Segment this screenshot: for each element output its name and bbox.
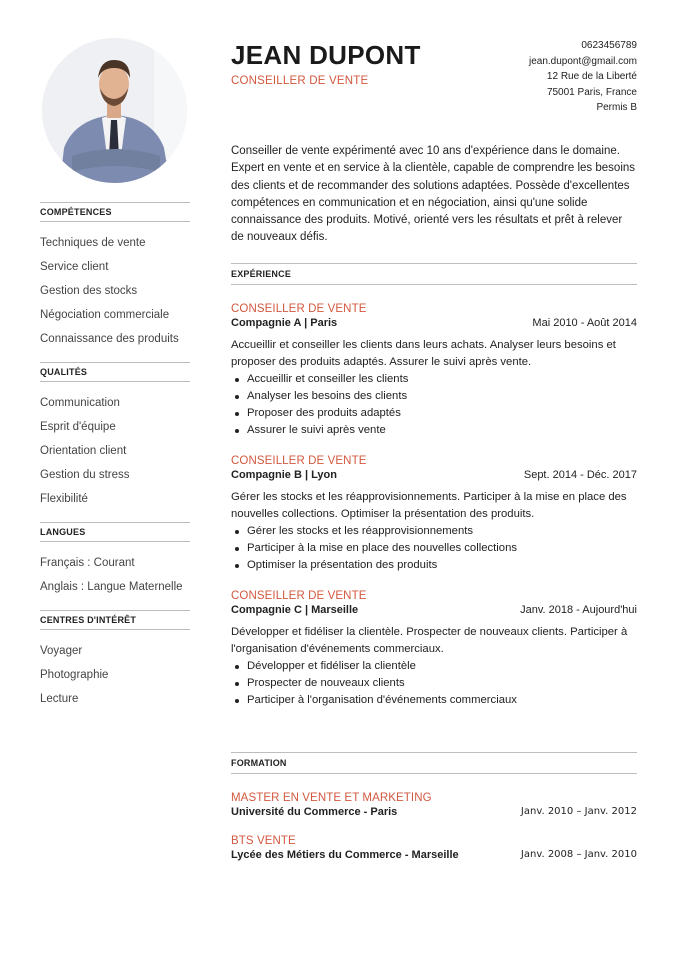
entry-company: Compagnie B | Lyon xyxy=(231,469,337,481)
interests-title: CENTRES D'INTÉRÊT xyxy=(40,610,190,630)
contact-email: jean.dupont@gmail.com xyxy=(529,55,637,67)
experience-entry xyxy=(231,590,637,709)
contact-phone: 0623456789 xyxy=(581,40,637,51)
education-section xyxy=(231,752,637,861)
entry-bullet: Accueillir et conseiller les clients xyxy=(231,371,637,388)
entry-role: CONSEILLER DE VENTE xyxy=(231,303,367,315)
interest-item: Lecture xyxy=(40,693,79,705)
quality-item: Orientation client xyxy=(40,445,127,457)
job-title: CONSEILLER DE VENTE xyxy=(231,75,369,87)
entry-description: Accueillir et conseiller les clients dans leurs achats. Analyser leurs besoins et proposer des produits adaptés. Assurer le suivi après vente. xyxy=(231,339,616,368)
entry-role: CONSEILLER DE VENTE xyxy=(231,455,367,467)
experience-entry xyxy=(231,303,637,439)
skill-item: Connaissance des produits xyxy=(40,333,179,345)
languages-title: LANGUES xyxy=(40,522,190,542)
entry-bullet: Proposer des produits adaptés xyxy=(231,405,637,422)
entry-description: Gérer les stocks et les réapprovisionnements. Participer à la mise en place des nouvelles collections. Optimiser la présentation des produits. xyxy=(231,491,627,520)
contact-street: 12 Rue de la Liberté xyxy=(546,71,637,82)
interest-item: Voyager xyxy=(40,645,83,657)
entry-dates: Janv. 2018 - Aujourd'hui xyxy=(520,604,637,616)
entry-bullet: Participer à l'organisation d'événements commerciaux xyxy=(231,692,637,709)
skill-item: Gestion des stocks xyxy=(40,285,138,297)
experience-section xyxy=(231,263,637,709)
qualities-section xyxy=(40,362,190,511)
education-title: FORMATION xyxy=(231,752,637,774)
entry-dates: Janv. 2010 – Janv. 2012 xyxy=(520,806,637,817)
language-item: Anglais : Langue Maternelle xyxy=(40,581,183,593)
profile-summary: Conseiller de vente expérimenté avec 10 ans d'expérience dans le domaine. Expert en vente et en service à la clientèle, capable de comprendre les besoins des clients et de recommander des solutions adaptées. Possède d'excellentes compétences en communication et en négociation, ainsi qu'une solide connaissance des produits. Motivé, orienté vers les résultats et prêt à relever de nouveaux défis. xyxy=(231,145,636,244)
contact-block xyxy=(529,38,637,116)
entry-dates: Janv. 2008 – Janv. 2010 xyxy=(520,849,637,860)
quality-item: Flexibilité xyxy=(40,493,88,505)
skill-item: Service client xyxy=(40,261,109,273)
quality-item: Esprit d'équipe xyxy=(40,421,116,433)
education-entry xyxy=(231,835,637,861)
entry-degree: MASTER EN VENTE ET MARKETING xyxy=(231,792,432,804)
education-entry xyxy=(231,792,637,818)
quality-item: Communication xyxy=(40,397,120,409)
contact-license: Permis B xyxy=(596,102,637,113)
entry-bullet: Gérer les stocks et les réapprovisionnements xyxy=(231,523,637,540)
entry-bullet: Participer à la mise en place des nouvelles collections xyxy=(231,540,637,557)
skills-section xyxy=(40,202,190,351)
skills-title: COMPÉTENCES xyxy=(40,202,190,222)
skill-item: Négociation commerciale xyxy=(40,309,170,321)
entry-role: CONSEILLER DE VENTE xyxy=(231,590,367,602)
language-item: Français : Courant xyxy=(40,557,135,569)
interests-section xyxy=(40,610,190,711)
quality-item: Gestion du stress xyxy=(40,469,130,481)
entry-bullet: Analyser les besoins des clients xyxy=(231,388,637,405)
candidate-name: JEAN DUPONT xyxy=(231,40,421,70)
entry-dates: Mai 2010 - Août 2014 xyxy=(532,317,637,329)
entry-school: Université du Commerce - Paris xyxy=(231,806,398,818)
entry-dates: Sept. 2014 - Déc. 2017 xyxy=(523,469,637,481)
languages-section xyxy=(40,522,190,599)
entry-company: Compagnie C | Marseille xyxy=(231,604,359,616)
entry-school: Lycée des Métiers du Commerce - Marseille xyxy=(231,849,459,861)
contact-city: 75001 Paris, France xyxy=(546,86,637,98)
entry-bullet: Assurer le suivi après vente xyxy=(231,422,637,439)
experience-title: EXPÉRIENCE xyxy=(231,263,637,285)
entry-bullet: Optimiser la présentation des produits xyxy=(231,557,637,574)
skill-item: Techniques de vente xyxy=(40,237,146,249)
sidebar xyxy=(40,38,190,711)
entry-bullet: Prospecter de nouveaux clients xyxy=(231,675,637,692)
entry-degree: BTS VENTE xyxy=(231,835,296,847)
interest-item: Photographie xyxy=(40,669,109,681)
profile-photo xyxy=(42,38,187,183)
entry-description: Développer et fidéliser la clientèle. Prospecter de nouveaux clients. Participer à l'organisation d'événements commerciaux. xyxy=(231,626,628,655)
experience-entry xyxy=(231,455,637,574)
entry-bullet: Développer et fidéliser la clientèle xyxy=(231,658,637,675)
qualities-title: QUALITÉS xyxy=(40,362,190,382)
entry-company: Compagnie A | Paris xyxy=(231,317,338,329)
